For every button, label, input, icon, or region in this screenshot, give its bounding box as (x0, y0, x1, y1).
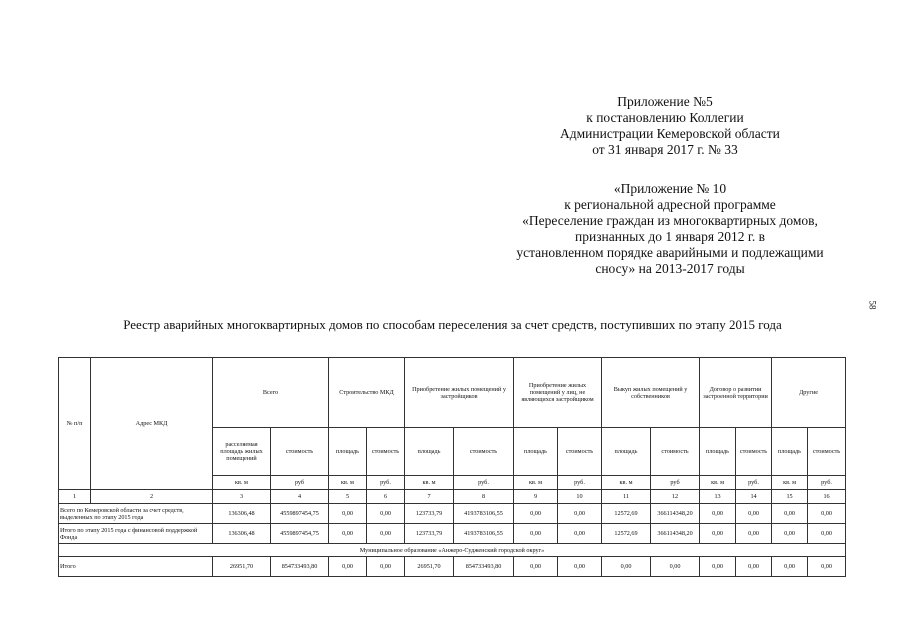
column-number: 3 (213, 490, 271, 504)
column-numbers-row (59, 490, 846, 504)
column-number: 8 (454, 490, 514, 504)
column-number: 11 (602, 490, 651, 504)
table-cell: 4193783106,55 (454, 504, 514, 524)
header-line: Администрации Кемеровской области (560, 126, 780, 141)
subheader-cell: стоимость (454, 428, 514, 476)
table-cell: 0,00 (329, 524, 367, 544)
row-label: Итого (59, 557, 213, 577)
col-address-header: Адрес МКД (91, 358, 213, 490)
unit-cell: кв. м (772, 476, 808, 490)
table-cell: 0,00 (700, 524, 736, 544)
col-number-header: № п/п (59, 358, 91, 490)
table-cell: 0,00 (651, 557, 700, 577)
table-cell: 366114348,20 (651, 524, 700, 544)
subheader-cell: стоимость (736, 428, 772, 476)
register-table (58, 357, 846, 577)
table-cell: 4559897454,75 (271, 504, 329, 524)
table-cell: 0,00 (808, 557, 846, 577)
header-line: «Переселение граждан из многоквартирных домов, (522, 213, 818, 228)
subheader-cell: стоимость (558, 428, 602, 476)
table-row (59, 557, 846, 577)
table-cell: 26951,70 (213, 557, 271, 577)
unit-cell: руб. (808, 476, 846, 490)
column-number: 13 (700, 490, 736, 504)
table-cell: 0,00 (772, 524, 808, 544)
unit-cell: руб (651, 476, 700, 490)
column-number: 12 (651, 490, 700, 504)
table-cell: 0,00 (514, 524, 558, 544)
table-cell: 26951,70 (405, 557, 454, 577)
header-line: к постановлению Коллегии (586, 110, 744, 125)
column-number: 15 (772, 490, 808, 504)
group-header: Другие (772, 358, 846, 428)
table-cell: 0,00 (329, 504, 367, 524)
table-cell: 0,00 (602, 557, 651, 577)
table-header-row (59, 358, 846, 428)
unit-cell: кв. м (700, 476, 736, 490)
unit-cell: кв. м (602, 476, 651, 490)
group-header: Приобретение жилых помещений у лиц, не являющихся застройщиком (514, 358, 602, 428)
subheader-cell: площадь (700, 428, 736, 476)
section-title: Муниципальное образование «Анжеро-Судженский городской округ» (59, 544, 846, 557)
unit-cell: кв. м (514, 476, 558, 490)
unit-cell: руб. (558, 476, 602, 490)
table-cell: 136306,48 (213, 524, 271, 544)
table-cell: 0,00 (736, 504, 772, 524)
row-label: Всего по Кемеровской области за счет средств, выделенных по этапу 2015 года (59, 504, 213, 524)
table-cell: 0,00 (772, 504, 808, 524)
header-line: к региональной адресной программе (564, 197, 776, 212)
column-number: 5 (329, 490, 367, 504)
table-cell: 12572,69 (602, 524, 651, 544)
table-cell: 0,00 (772, 557, 808, 577)
table-cell: 366114348,20 (651, 504, 700, 524)
subheader-cell: стоимость (808, 428, 846, 476)
table-cell: 123733,79 (405, 524, 454, 544)
table-row (59, 504, 846, 524)
subheader-cell: расселяемая площадь жилых помещений (213, 428, 271, 476)
header-line: признанных до 1 января 2012 г. в (575, 229, 765, 244)
subheader-cell: стоимость (271, 428, 329, 476)
table-cell: 0,00 (700, 557, 736, 577)
unit-cell: кв. м (405, 476, 454, 490)
row-label: Итого по этапу 2015 года с финансовой поддержкой Фонда (59, 524, 213, 544)
appendix-header (560, 94, 780, 158)
subheader-cell: стоимость (651, 428, 700, 476)
section-row (59, 544, 846, 557)
table-cell: 4193783106,55 (454, 524, 514, 544)
subheader-cell: площадь (514, 428, 558, 476)
subheader-cell: площадь (329, 428, 367, 476)
column-number: 16 (808, 490, 846, 504)
unit-cell: руб (271, 476, 329, 490)
header-line: установленном порядке аварийными и подлежащими (516, 245, 824, 260)
table-cell: 0,00 (514, 557, 558, 577)
table-cell: 0,00 (558, 524, 602, 544)
group-header: Выкуп жилых помещений у собственников (602, 358, 700, 428)
header-line: сносу» на 2013-2017 годы (595, 261, 745, 276)
subheader-cell: площадь (405, 428, 454, 476)
table-cell: 0,00 (558, 504, 602, 524)
table-cell: 0,00 (808, 524, 846, 544)
group-header: Приобретение жилых помещений у застройщиков (405, 358, 514, 428)
table-cell: 0,00 (736, 524, 772, 544)
group-header: Строительство МКД (329, 358, 405, 428)
table-cell: 0,00 (367, 504, 405, 524)
page-number: 58 (867, 300, 878, 310)
unit-cell: кв. м (213, 476, 271, 490)
column-number: 4 (271, 490, 329, 504)
column-number: 7 (405, 490, 454, 504)
table-cell: 0,00 (514, 504, 558, 524)
table-cell: 12572,69 (602, 504, 651, 524)
table-cell: 123733,79 (405, 504, 454, 524)
unit-cell: руб. (736, 476, 772, 490)
register-table-wrapper (58, 357, 840, 577)
subheader-cell: площадь (602, 428, 651, 476)
table-cell: 854733493,80 (271, 557, 329, 577)
table-cell: 0,00 (700, 504, 736, 524)
unit-cell: руб. (454, 476, 514, 490)
table-cell: 0,00 (329, 557, 367, 577)
subheader-cell: площадь (772, 428, 808, 476)
table-cell: 0,00 (367, 557, 405, 577)
group-header: Договор о развитии застроенной территории (700, 358, 772, 428)
table-cell: 854733493,80 (454, 557, 514, 577)
table-cell: 4559897454,75 (271, 524, 329, 544)
unit-cell: кв. м (329, 476, 367, 490)
table-cell: 136306,48 (213, 504, 271, 524)
column-number: 1 (59, 490, 91, 504)
column-number: 10 (558, 490, 602, 504)
header-line: Приложение №5 (617, 94, 713, 109)
table-cell: 0,00 (808, 504, 846, 524)
column-number: 14 (736, 490, 772, 504)
column-number: 2 (91, 490, 213, 504)
header-line: от 31 января 2017 г. № 33 (592, 142, 738, 157)
unit-cell: руб. (367, 476, 405, 490)
register-title: Реестр аварийных многоквартирных домов по способам переселения за счет средств, поступивших по этапу 2015 года (123, 317, 782, 332)
header-line: «Приложение № 10 (613, 181, 727, 196)
group-header: Всего (213, 358, 329, 428)
program-appendix-header (490, 181, 850, 277)
table-cell: 0,00 (367, 524, 405, 544)
table-cell: 0,00 (558, 557, 602, 577)
table-row (59, 524, 846, 544)
table-cell: 0,00 (736, 557, 772, 577)
column-number: 6 (367, 490, 405, 504)
column-number: 9 (514, 490, 558, 504)
subheader-cell: стоимость (367, 428, 405, 476)
